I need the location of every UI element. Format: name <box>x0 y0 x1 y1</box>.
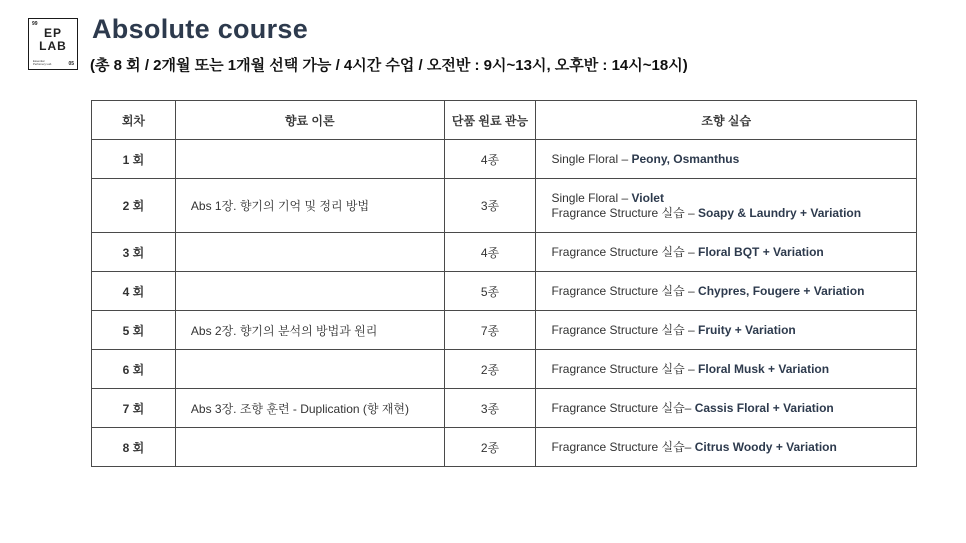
practice-prefix: Fragrance Structure 실습 – <box>551 361 699 376</box>
cell-raw-count: 4종 <box>444 140 536 179</box>
cell-practice <box>536 140 917 179</box>
cell-practice <box>536 389 917 428</box>
cell-session: 8 회 <box>92 428 176 467</box>
table-row <box>92 233 917 272</box>
cell-raw-count: 7종 <box>444 311 536 350</box>
practice-prefix: Fragrance Structure 실습 – <box>551 244 699 259</box>
table-row <box>92 428 917 467</box>
cell-session: 3 회 <box>92 233 176 272</box>
cell-raw-count: 5종 <box>444 272 536 311</box>
cell-practice <box>536 428 917 467</box>
cell-practice <box>536 233 917 272</box>
cell-session: 7 회 <box>92 389 176 428</box>
cell-theory <box>175 233 444 272</box>
ep-lab-logo <box>28 18 78 70</box>
table-row <box>92 350 917 389</box>
page-title: Absolute course <box>92 14 309 44</box>
practice-detail: Fruity + Variation <box>698 322 796 337</box>
header-theory: 향료 이론 <box>175 101 444 140</box>
cell-raw-count: 2종 <box>444 428 536 467</box>
practice-line <box>551 191 915 206</box>
logo-number-top: 99 <box>32 21 38 27</box>
cell-raw-count: 2종 <box>444 350 536 389</box>
practice-line <box>551 206 915 221</box>
table-header-row <box>92 101 917 140</box>
table-row <box>92 272 917 311</box>
practice-prefix: Fragrance Structure 실습 – <box>551 205 699 220</box>
cell-practice <box>536 350 917 389</box>
practice-detail: Soapy & Laundry + Variation <box>698 205 862 220</box>
cell-practice <box>536 179 917 233</box>
practice-line <box>551 401 915 416</box>
logo-text-ep: EP <box>43 26 62 40</box>
cell-practice <box>536 272 917 311</box>
logo-text-lab: LAB <box>39 39 67 53</box>
course-table <box>91 100 917 467</box>
practice-detail: Cassis Floral + Variation <box>694 400 834 415</box>
practice-detail: Floral Musk + Variation <box>698 361 830 376</box>
practice-detail: Citrus Woody + Variation <box>694 439 837 454</box>
cell-raw-count: 3종 <box>444 179 536 233</box>
practice-line <box>551 245 915 260</box>
practice-prefix: Single Floral – <box>551 190 632 205</box>
cell-session: 2 회 <box>92 179 176 233</box>
practice-line <box>551 323 915 338</box>
practice-detail: Chypres, Fougere + Variation <box>698 283 865 298</box>
practice-line <box>551 362 915 377</box>
page-subtitle: (총 8 회 / 2개월 또는 1개월 선택 가능 / 4시간 수업 / 오전반 : 9시~13시, 오후반 : 14시~18시) <box>90 57 688 74</box>
practice-prefix: Single Floral – <box>551 151 632 166</box>
table-row <box>92 179 917 233</box>
cell-raw-count: 4종 <box>444 233 536 272</box>
table-row <box>92 140 917 179</box>
practice-prefix: Fragrance Structure 실습– <box>551 439 695 454</box>
practice-prefix: Fragrance Structure 실습 – <box>551 322 699 337</box>
practice-prefix: Fragrance Structure 실습– <box>551 400 695 415</box>
header-practice: 조향 실습 <box>536 101 917 140</box>
practice-line <box>551 152 915 167</box>
cell-session: 1 회 <box>92 140 176 179</box>
logo-number-bottom: 05 <box>68 61 74 67</box>
cell-session: 6 회 <box>92 350 176 389</box>
header-session: 회차 <box>92 101 176 140</box>
practice-detail: Floral BQT + Variation <box>698 244 824 259</box>
cell-raw-count: 3종 <box>444 389 536 428</box>
table-row <box>92 389 917 428</box>
cell-theory: Abs 3장. 조향 훈련 - Duplication (향 재현) <box>175 389 444 428</box>
cell-session: 5 회 <box>92 311 176 350</box>
cell-session: 4 회 <box>92 272 176 311</box>
cell-theory <box>175 350 444 389</box>
cell-theory: Abs 1장. 향기의 기억 및 정리 방법 <box>175 179 444 233</box>
cell-practice <box>536 311 917 350</box>
cell-theory <box>175 428 444 467</box>
practice-detail: Violet <box>631 190 664 205</box>
cell-theory <box>175 140 444 179</box>
practice-line <box>551 440 915 455</box>
practice-prefix: Fragrance Structure 실습 – <box>551 283 699 298</box>
cell-theory: Abs 2장. 향기의 분석의 방법과 원리 <box>175 311 444 350</box>
table-row <box>92 311 917 350</box>
practice-detail: Peony, Osmanthus <box>631 151 740 166</box>
practice-line <box>551 284 915 299</box>
logo-tagline: Essential Perfumery Lab <box>33 58 52 66</box>
header-raw-material: 단품 원료 관능 <box>444 101 536 140</box>
cell-theory <box>175 272 444 311</box>
